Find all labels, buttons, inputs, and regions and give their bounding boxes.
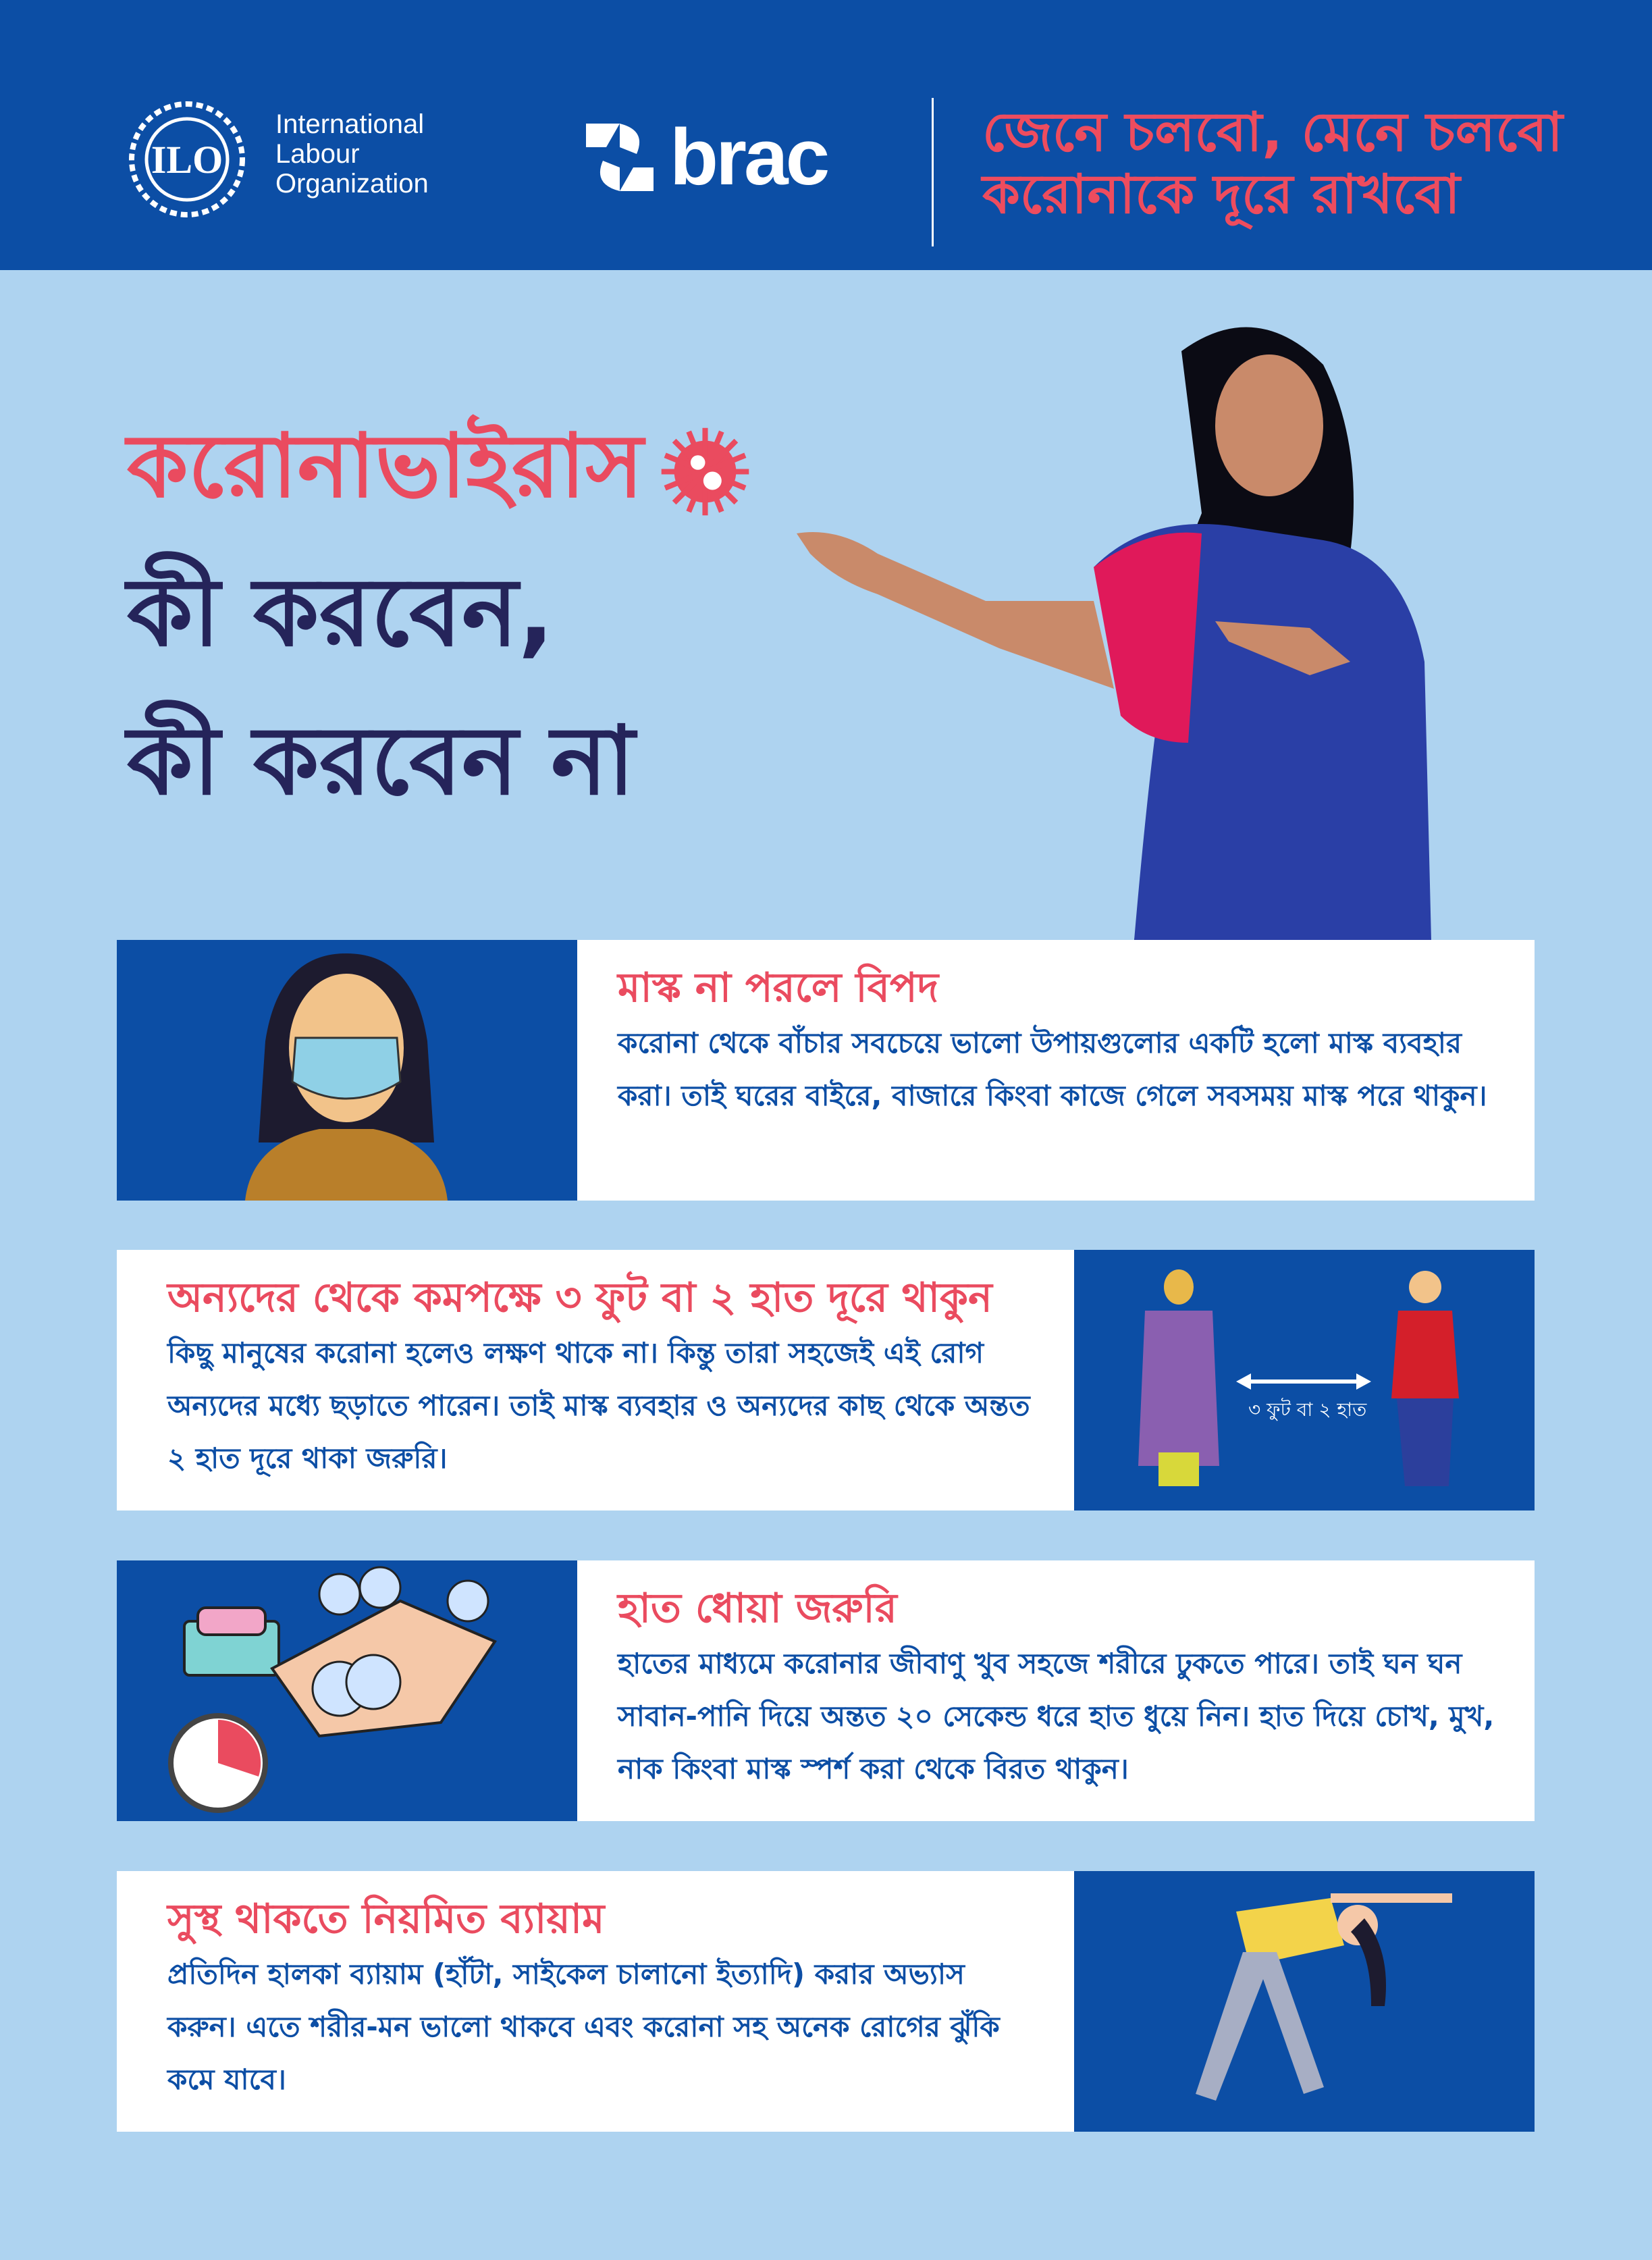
headline-text: করোনাভাইরাস <box>127 415 643 517</box>
brac-symbol-icon <box>579 117 660 198</box>
card-title: হাত ধোয়া জরুরি <box>618 1585 897 1632</box>
ilo-name-line: Labour <box>275 139 360 169</box>
distance-label: ৩ ফুট বা ২ হাত <box>1248 1398 1367 1421</box>
ilo-logo <box>116 100 258 218</box>
header <box>0 0 1652 270</box>
virus-icon <box>660 426 751 517</box>
headline-what-not-to-do: কী করবেন না <box>127 706 635 816</box>
card-body: প্রতিদিন হালকা ব্যায়াম (হাঁটা, সাইকেল চালানো ইত্যাদি) করার অভ্যাস করুন। এতে শরীর-মন ভালো থাকবে এবং করোনা সহ অনেক রোগের ঝুঁকি কমে যাবে। <box>167 1957 1000 2096</box>
headline-coronavirus <box>127 398 751 545</box>
card-body: কিছু মানুষের করোনা হলেও লক্ষণ থাকে না। কিন্তু তারা সহজেই এই রোগ অন্যদের মধ্যে ছড়াতে পারেন। তাই মাস্ক ব্যবহার ও অন্যদের কাছ থেকে অন্তত ২ হাত দূরে থাকা জরুরি। <box>167 1336 1030 1475</box>
slogan <box>982 101 1563 226</box>
ilo-name <box>275 109 429 199</box>
card-body: করোনা থেকে বাঁচার সবচেয়ে ভালো উপায়গুলোর একটি হলো মাস্ক ব্যবহার করা। তাই ঘরের বাইরে, বাজারে কিংবা কাজে গেলে সবসময় মাস্ক পরে থাকুন। <box>618 1026 1487 1112</box>
handwash-illustration <box>117 1560 577 1821</box>
card-wear-mask <box>117 940 1535 1201</box>
ambassador-photo <box>797 311 1533 940</box>
headline-what-to-do: কী করবেন, <box>127 558 554 668</box>
card-title: অন্যদের থেকে কমপক্ষে ৩ ফুট বা ২ হাত দূরে থাকুন <box>167 1274 992 1321</box>
ilo-name-line: International <box>275 109 425 139</box>
distance-illustration <box>1074 1250 1535 1510</box>
slogan-line: করোনাকে দূরে রাখবো <box>982 163 1460 226</box>
brac-wordmark: brac <box>670 113 828 202</box>
mask-illustration <box>117 940 577 1201</box>
card-title: সুস্থ থাকতে নিয়মিত ব্যায়াম <box>167 1895 605 1943</box>
card-exercise <box>117 1871 1535 2132</box>
card-wash-hands <box>117 1560 1535 1821</box>
card-body: হাতের মাধ্যমে করোনার জীবাণু খুব সহজে শরীরে ঢুকতে পারে। তাই ঘন ঘন সাবান-পানি দিয়ে অন্তত ২০ সেকেন্ড ধরে হাত ধুয়ে নিন। হাত দিয়ে চোখ, মুখ, নাক কিংবা মাস্ক স্পর্শ করা থেকে বিরত থাকুন। <box>618 1647 1495 1785</box>
slogan-line: জেনে চলবো, মেনে চলবো <box>982 101 1563 163</box>
exercise-illustration <box>1074 1871 1535 2132</box>
svg-text:ILO: ILO <box>151 138 223 182</box>
ilo-name-line: Organization <box>275 169 429 199</box>
header-divider <box>932 98 934 246</box>
card-keep-distance <box>117 1250 1535 1510</box>
card-title: মাস্ক না পরলে বিপদ <box>618 964 939 1011</box>
brac-logo <box>579 113 827 201</box>
